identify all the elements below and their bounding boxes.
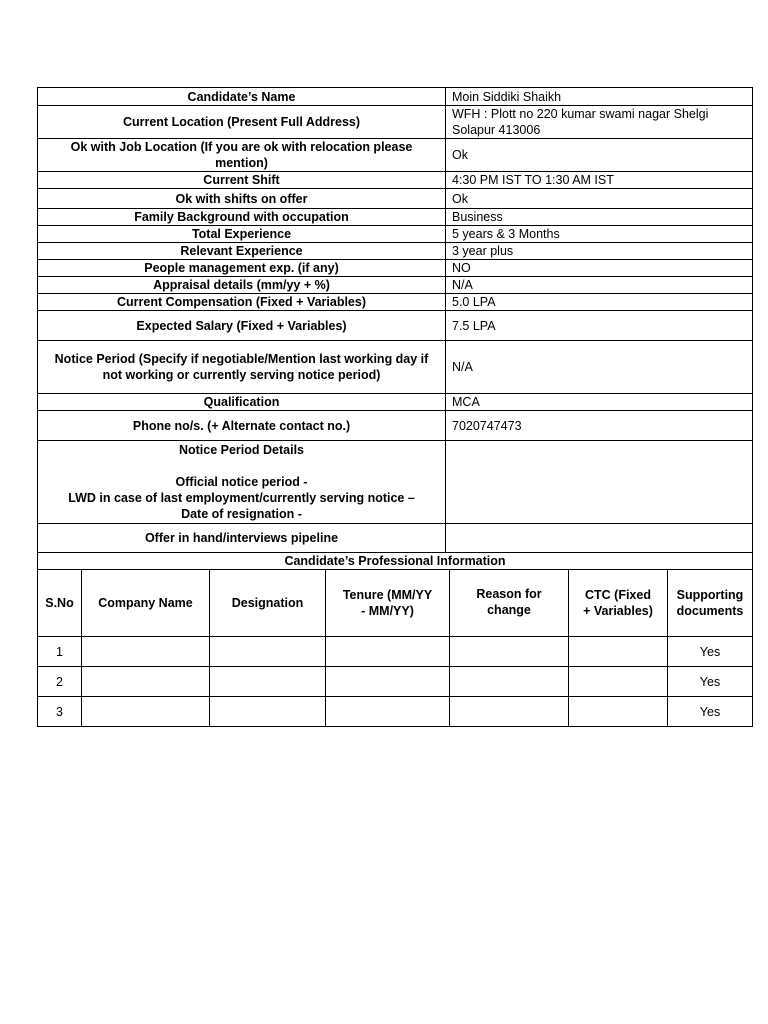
value-current-shift: 4:30 PM IST TO 1:30 AM IST [446,172,753,189]
cell-tenure [326,667,450,697]
cell-supporting-documents: Yes [668,667,753,697]
row-current-shift [38,172,753,189]
cell-sno: 1 [38,637,82,667]
header-designation: Designation [210,570,326,637]
label-notice-period: Notice Period (Specify if negotiable/Mention last working day if not working or currently serving notice period) [38,341,446,394]
cell-designation [210,637,326,667]
table-row [38,637,753,667]
cell-tenure [326,637,450,667]
label-phone: Phone no/s. (+ Alternate contact no.) [38,411,446,441]
header-tenure: Tenure (MM/YY - MM/YY) [326,570,450,637]
cell-designation [210,667,326,697]
table-row [38,697,753,727]
row-professional-title [38,553,753,570]
cell-ctc [569,637,668,667]
value-people-management: NO [446,260,753,277]
header-company-name: Company Name [82,570,210,637]
value-phone: 7020747473 [446,411,753,441]
value-expected-salary: 7.5 LPA [446,311,753,341]
professional-info-table [37,569,753,727]
row-expected-salary [38,311,753,341]
label-total-experience: Total Experience [38,226,446,243]
label-shifts-on-offer: Ok with shifts on offer [38,189,446,209]
cell-company-name [82,667,210,697]
candidate-details-table [37,87,753,570]
cell-designation [210,697,326,727]
label-job-location: Ok with Job Location (If you are ok with relocation please mention) [38,139,446,172]
cell-company-name [82,697,210,727]
label-qualification: Qualification [38,394,446,411]
label-expected-salary: Expected Salary (Fixed + Variables) [38,311,446,341]
table-row [38,667,753,697]
candidate-form [37,87,752,727]
value-relevant-experience: 3 year plus [446,243,753,260]
row-current-compensation [38,294,753,311]
label-relevant-experience: Relevant Experience [38,243,446,260]
value-notice-details [446,441,753,524]
row-offer-in-hand [38,524,753,553]
row-current-location [38,106,753,139]
notice-details-line2: LWD in case of last employment/currently serving notice – [68,491,415,505]
label-people-management: People management exp. (if any) [38,260,446,277]
row-notice-period [38,341,753,394]
cell-sno: 2 [38,667,82,697]
value-notice-period: N/A [446,341,753,394]
notice-details-line3: Date of resignation - [181,507,302,521]
notice-details-line1: Official notice period - [175,475,308,489]
header-reason-for-change: Reason for change [450,570,569,637]
row-people-management [38,260,753,277]
professional-header-row [38,570,753,637]
value-total-experience: 5 years & 3 Months [446,226,753,243]
cell-sno: 3 [38,697,82,727]
label-appraisal-details: Appraisal details (mm/yy + %) [38,277,446,294]
row-appraisal-details [38,277,753,294]
row-family-background [38,209,753,226]
label-current-compensation: Current Compensation (Fixed + Variables) [38,294,446,311]
cell-ctc [569,697,668,727]
value-job-location: Ok [446,139,753,172]
value-family-background: Business [446,209,753,226]
label-family-background: Family Background with occupation [38,209,446,226]
label-offer-in-hand: Offer in hand/interviews pipeline [38,524,446,553]
notice-details-spacer [44,458,439,474]
value-current-location: WFH : Plott no 220 kumar swami nagar Shelgi Solapur 413006 [446,106,753,139]
notice-details-cell [38,441,446,524]
label-candidate-name: Candidate’s Name [38,88,446,106]
value-current-compensation: 5.0 LPA [446,294,753,311]
value-appraisal-details: N/A [446,277,753,294]
professional-info-title: Candidate’s Professional Information [38,553,753,570]
row-qualification [38,394,753,411]
label-current-shift: Current Shift [38,172,446,189]
value-candidate-name: Moin Siddiki Shaikh [446,88,753,106]
cell-ctc [569,667,668,697]
cell-reason [450,667,569,697]
cell-reason [450,637,569,667]
cell-supporting-documents: Yes [668,637,753,667]
row-total-experience [38,226,753,243]
value-qualification: MCA [446,394,753,411]
row-notice-period-details [38,441,753,524]
row-candidate-name [38,88,753,106]
cell-reason [450,697,569,727]
row-phone [38,411,753,441]
row-job-location [38,139,753,172]
header-sno: S.No [38,570,82,637]
row-shifts-on-offer [38,189,753,209]
label-current-location: Current Location (Present Full Address) [38,106,446,139]
cell-supporting-documents: Yes [668,697,753,727]
cell-tenure [326,697,450,727]
value-offer-in-hand [446,524,753,553]
notice-details-title: Notice Period Details [178,443,305,457]
header-ctc: CTC (Fixed + Variables) [569,570,668,637]
row-relevant-experience [38,243,753,260]
cell-company-name [82,637,210,667]
notice-details-block [44,442,439,522]
value-shifts-on-offer: Ok [446,189,753,209]
header-supporting-documents: Supporting documents [668,570,753,637]
